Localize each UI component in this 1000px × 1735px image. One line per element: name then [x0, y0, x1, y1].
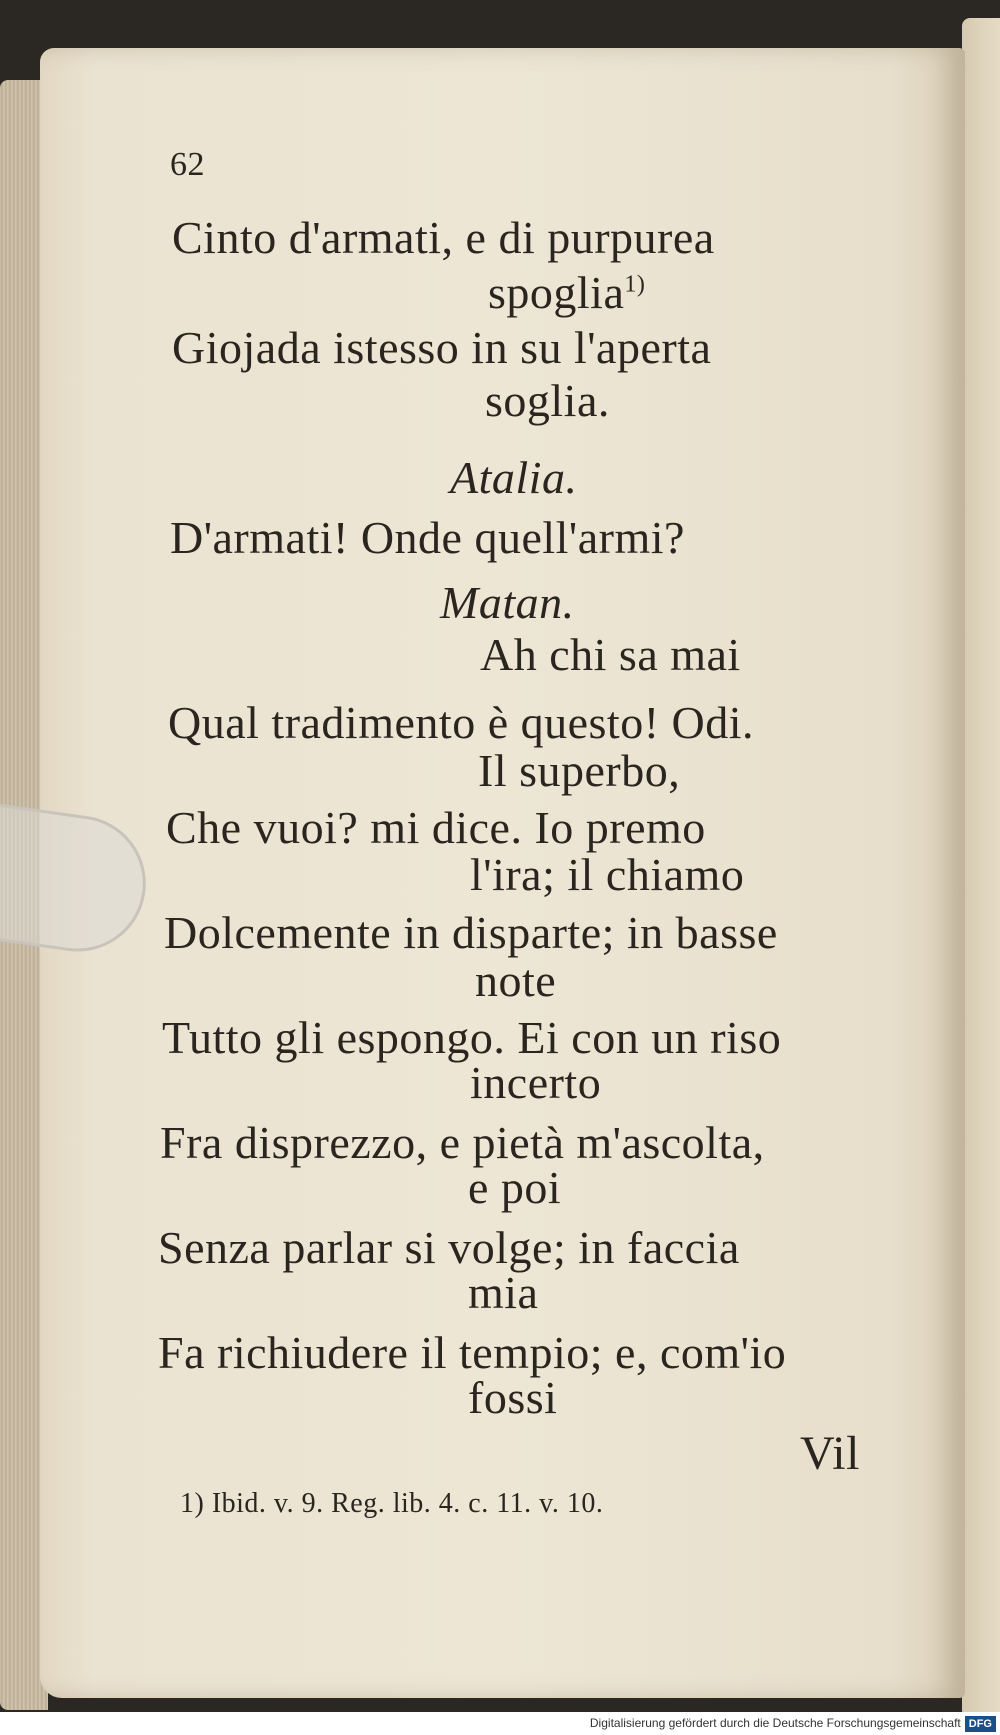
text-line: Fa richiudere il tempio; e, com'io	[158, 1327, 787, 1378]
footnote-marker: 1)	[624, 271, 646, 298]
page-number: 62	[170, 146, 205, 183]
text-line: Ah chi sa mai	[480, 629, 741, 680]
text-line: D'armati! Onde quell'armi?	[170, 512, 685, 563]
text-line: Tutto gli espongo. Ei con un riso	[162, 1012, 782, 1063]
text-line: spoglia	[488, 267, 625, 318]
text-line-continued: e poi	[468, 1162, 562, 1213]
speaker-name: Matan.	[440, 577, 575, 628]
text-line-continued: fossi	[468, 1372, 558, 1423]
text-line: Che vuoi? mi dice. Io premo	[166, 802, 706, 853]
dfg-logo: DFG	[965, 1716, 996, 1732]
text-line: Giojada istesso in su l'aperta	[172, 322, 712, 373]
credit-bar	[0, 1712, 1000, 1735]
text-line-continued: incerto	[470, 1057, 602, 1108]
text-line: Qual tradimento è questo! Odi.	[168, 697, 755, 748]
text-line-continued: note	[475, 955, 557, 1006]
text-line-continued	[488, 267, 646, 318]
text-line-continued: l'ira; il chiamo	[470, 849, 745, 900]
text-line: Fra disprezzo, e pietà m'ascolta,	[160, 1117, 765, 1168]
text-line: Senza parlar si volge; in faccia	[158, 1222, 740, 1273]
catchword: Vil	[800, 1427, 860, 1480]
text-line-continued: soglia.	[485, 375, 610, 426]
text-line-continued: Il superbo,	[478, 745, 681, 796]
text-line-continued: mia	[468, 1267, 539, 1318]
footnote: 1) Ibid. v. 9. Reg. lib. 4. c. 11. v. 10.	[180, 1488, 604, 1519]
credit-text: Digitalisierung gefördert durch die Deutsche Forschungsgemeinschaft	[589, 1716, 961, 1730]
text-line: Cinto d'armati, e di purpurea	[172, 212, 715, 263]
speaker-name: Atalia.	[450, 452, 578, 503]
text-line: Dolcemente in disparte; in basse	[164, 907, 778, 958]
